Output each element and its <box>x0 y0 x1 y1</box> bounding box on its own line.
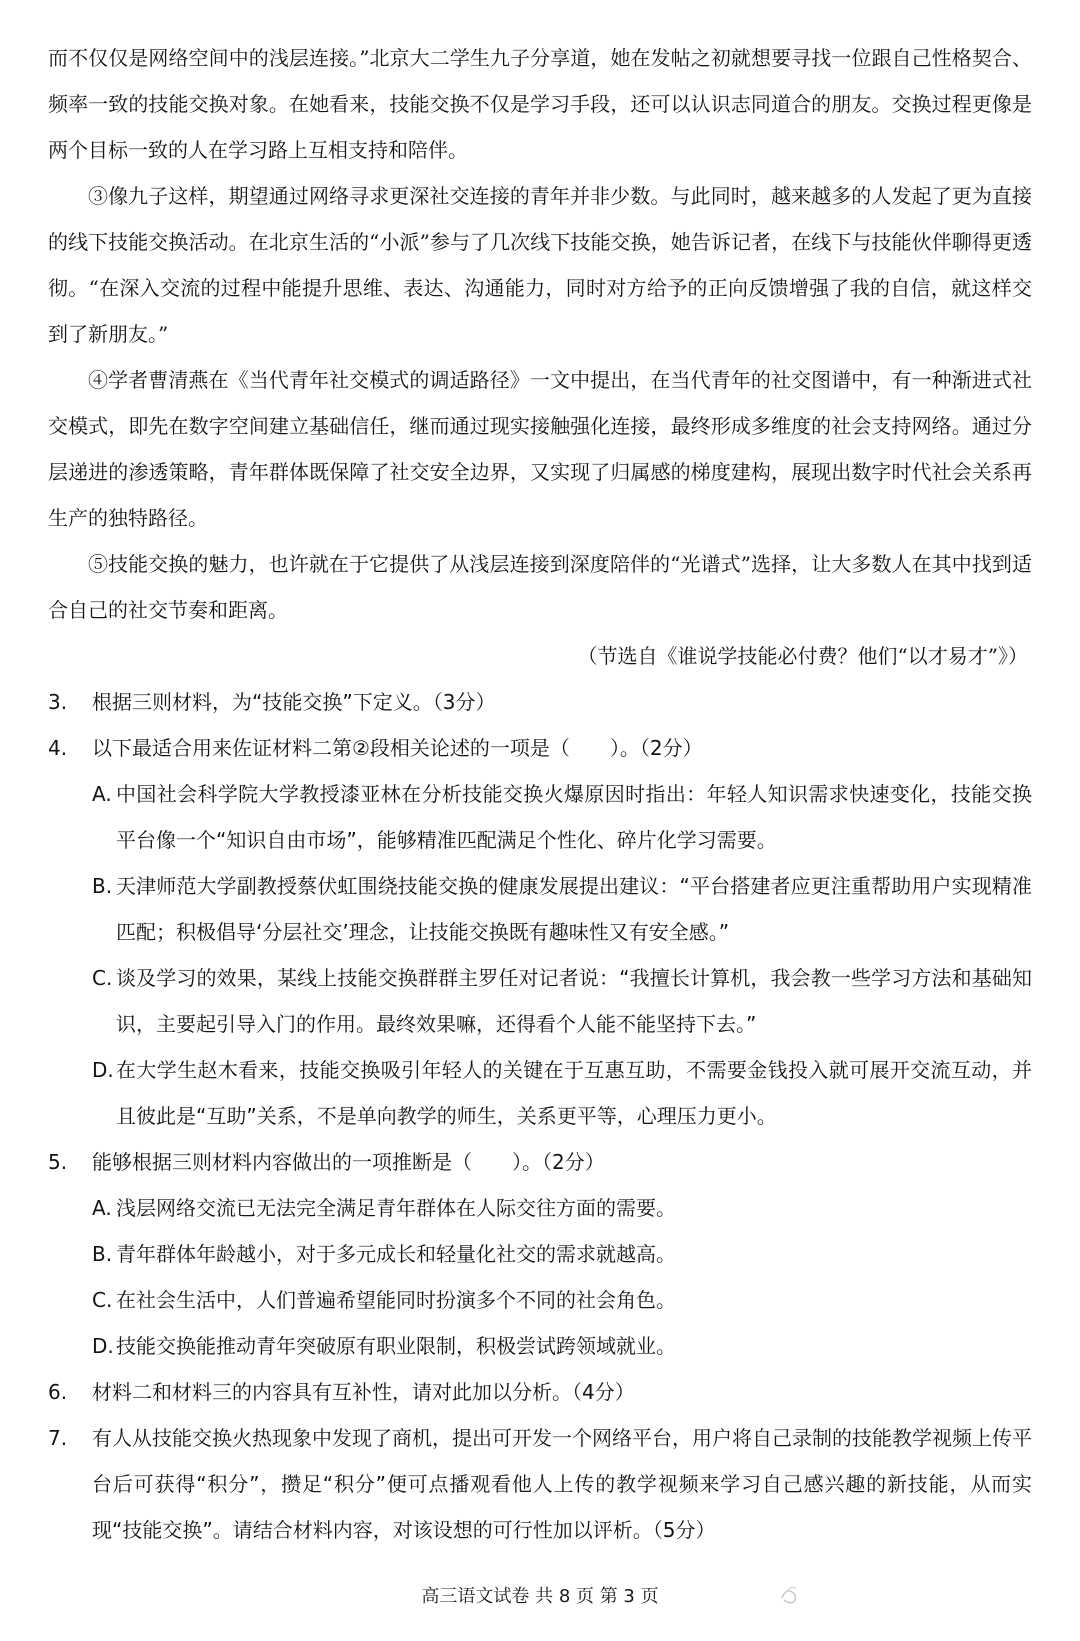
question-number: 6. <box>48 1380 68 1404</box>
question-number: 5. <box>48 1150 68 1174</box>
option-text: 技能交换能推动青年突破原有职业限制，积极尝试跨领域就业。 <box>116 1334 676 1358</box>
scan-mark-icon <box>776 1584 804 1606</box>
question-text: 根据三则材料，为“技能交换”下定义。（3分） <box>92 690 496 714</box>
option-text: 在大学生赵木看来，技能交换吸引年轻人的关键在于互惠互助，不需要金钱投入就可展开交流互动，并且彼此是“互助”关系，不是单向教学的师生，关系更平等，心理压力更小。 <box>116 1058 1032 1128</box>
option-text: 谈及学习的效果，某线上技能交换群群主罗任对记者说：“我擅长计算机，我会教一些学习方法和基础知识，主要起引导入门的作用。最终效果嘛，还得看个人能不能坚持下去。” <box>116 966 1032 1036</box>
option-label: D. <box>92 1058 114 1082</box>
option-a <box>48 771 1032 863</box>
option-c <box>48 955 1032 1047</box>
option-text: 中国社会科学院大学教授漆亚林在分析技能交换火爆原因时指出：年轻人知识需求快速变化，技能交换平台像一个“知识自由市场”，能够精准匹配满足个性化、碎片化学习需要。 <box>116 782 1032 852</box>
question-4 <box>48 725 1032 771</box>
question-number: 3. <box>48 690 68 714</box>
option-d <box>48 1323 1032 1369</box>
option-text: 天津师范大学副教授蔡伏虹围绕技能交换的健康发展提出建议：“平台搭建者应更注重帮助用户实现精准匹配；积极倡导‘分层社交’理念，让技能交换既有趣味性又有安全感。” <box>116 874 1032 944</box>
option-a <box>48 1185 1032 1231</box>
option-label: C. <box>92 1288 113 1312</box>
option-b <box>48 1231 1032 1277</box>
question-number: 4. <box>48 736 68 760</box>
question-5 <box>48 1139 1032 1185</box>
page-footer: 高三语文试卷 共 8 页 第 3 页 <box>421 1586 659 1607</box>
source-citation: （节选自《谁说学技能必付费？他们“以才易才”》） <box>577 644 1028 668</box>
option-text: 青年群体年龄越小，对于多元成长和轻量化社交的需求就越高。 <box>116 1242 676 1266</box>
option-b <box>48 863 1032 955</box>
option-label: A. <box>92 1196 112 1220</box>
passage-paragraph-continued: 而不仅仅是网络空间中的浅层连接。”北京大二学生九子分享道，她在发帖之初就想要寻找一位跟自己性格契合、频率一致的技能交换对象。在她看来，技能交换不仅是学习手段，还可以认识志同道合的朋友。交换过程更像是两个目标一致的人在学习路上互相支持和陪伴。 <box>48 46 1032 162</box>
question-7 <box>48 1415 1032 1553</box>
question-text: 能够根据三则材料内容做出的一项推断是（ ）。（2分） <box>92 1150 605 1174</box>
question-4-options <box>48 771 1032 1139</box>
option-label: B. <box>92 1242 113 1266</box>
passage-paragraph-5: ⑤技能交换的魅力，也许就在于它提供了从浅层连接到深度陪伴的“光谱式”选择，让大多数人在其中找到适合自己的社交节奏和距离。 <box>48 552 1032 622</box>
question-number: 7. <box>48 1426 68 1450</box>
question-text: 材料二和材料三的内容具有互补性，请对此加以分析。（4分） <box>92 1380 635 1404</box>
question-6 <box>48 1369 1032 1415</box>
option-label: D. <box>92 1334 114 1358</box>
option-d <box>48 1047 1032 1139</box>
question-text: 以下最适合用来佐证材料二第②段相关论述的一项是（ ）。（2分） <box>92 736 703 760</box>
option-label: A. <box>92 782 112 806</box>
option-label: C. <box>92 966 113 990</box>
option-text: 浅层网络交流已无法完全满足青年群体在人际交往方面的需要。 <box>116 1196 676 1220</box>
option-c <box>48 1277 1032 1323</box>
question-text: 有人从技能交换火热现象中发现了商机，提出可开发一个网络平台，用户将自己录制的技能教学视频上传平台后可获得“积分”，攒足“积分”便可点播观看他人上传的教学视频来学习自己感兴趣的新技能，从而实现“技能交换”。请结合材料内容，对该设想的可行性加以评析。（5分） <box>92 1426 1032 1542</box>
question-3 <box>48 679 1032 725</box>
option-label: B. <box>92 874 113 898</box>
passage-paragraph-3: ③像九子这样，期望通过网络寻求更深社交连接的青年并非少数。与此同时，越来越多的人发起了更为直接的线下技能交换活动。在北京生活的“小派”参与了几次线下技能交换，她告诉记者，在线下与技能伙伴聊得更透彻。“在深入交流的过程中能提升思维、表达、沟通能力，同时对方给予的正向反馈增强了我的自信，就这样交到了新朋友。” <box>48 184 1032 346</box>
question-5-options <box>48 1185 1032 1369</box>
passage-paragraph-4: ④学者曹清燕在《当代青年社交模式的调适路径》一文中提出，在当代青年的社交图谱中，有一种渐进式社交模式，即先在数字空间建立基础信任，继而通过现实接触强化连接，最终形成多维度的社会支持网络。通过分层递进的渗透策略，青年群体既保障了社交安全边界，又实现了归属感的梯度建构，展现出数字时代社会关系再生产的独特路径。 <box>48 368 1032 530</box>
option-text: 在社会生活中，人们普遍希望能同时扮演多个不同的社会角色。 <box>116 1288 676 1312</box>
